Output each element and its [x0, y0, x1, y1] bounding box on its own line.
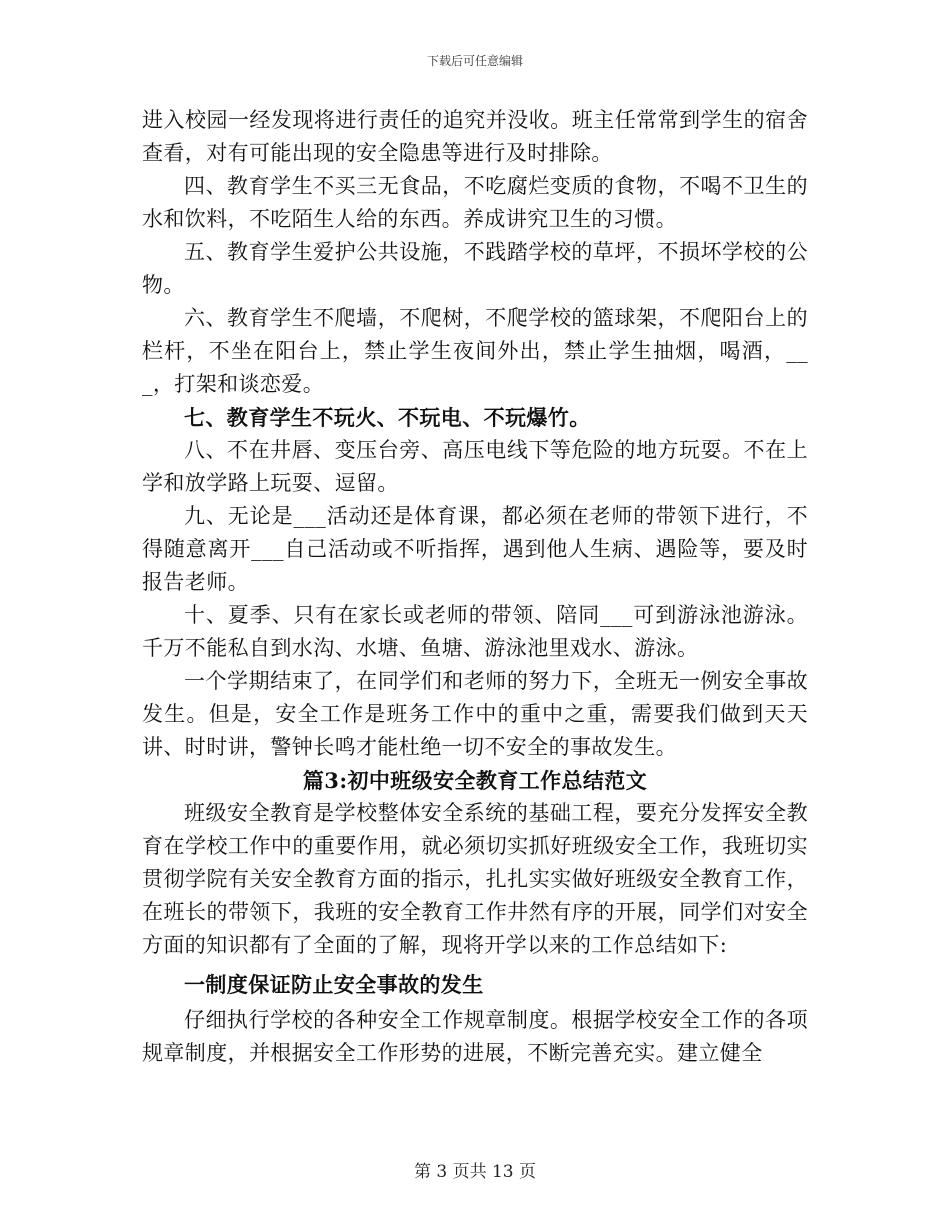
page-number: 第 3 页共 13 页 [413, 1162, 537, 1182]
paragraph-conclusion: 一个学期结束了，在同学们和老师的努力下，全班无一例安全事故发生。但是，安全工作是班务工作中的重中之重，需要我们做到天天讲、时时讲，警钟长鸣才能杜绝一切不安全的事故发生。 [142, 669, 808, 759]
paragraph-item-5: 五、教育学生爱护公共设施，不践踏学校的草坪，不损坏学校的公物。 [142, 240, 808, 297]
paragraph-item-10: 十、夏季、只有在家长或老师的带领、陪同___可到游泳池游泳。千万不能私自到水沟、水塘、鱼塘、游泳池里戏水、游泳。 [142, 603, 808, 660]
paragraph-item-8: 八、不在井唇、变压台旁、高压电线下等危险的地方玩耍。不在上学和放学路上玩耍、逗留。 [142, 438, 808, 495]
section-title: 篇3:初中班级安全教育工作总结范文 [302, 768, 648, 793]
paragraph-continuation: 进入校园一经发现将进行责任的追究并没收。班主任常常到学生的宿舍查看，对有可能出现的安全隐患等进行及时排除。 [142, 108, 808, 165]
paragraph-item-9: 九、无论是___活动还是体育课，都必须在老师的带领下进行，不得随意离开___自己活动或不听指挥，遇到他人生病、遇险等，要及时报告老师。 [142, 504, 808, 594]
paragraph-intro: 班级安全教育是学校整体安全系统的基础工程，要充分发挥安全教育在学校工作中的重要作用，就必须切实抓好班级安全工作，我班切实贯彻学院有关安全教育方面的指示，扎扎实实做好班级安全教育工作，在班长的带领下，我班的安全教育工作井然有序的开展，同学们对安全方面的知识都有了全面的了解，现将开学以来的工作总结如下: [142, 801, 808, 957]
paragraph-item-4: 四、教育学生不买三无食品，不吃腐烂变质的食物，不喝不卫生的水和饮料，不吃陌生人给的东西。养成讲究卫生的习惯。 [142, 174, 808, 231]
paragraph-item-7: 七、教育学生不玩火、不玩电、不玩爆竹。 [184, 405, 591, 430]
paragraph-rules: 仔细执行学校的各种安全工作规章制度。根据学校安全工作的各项规章制度，并根据安全工作形势的进展，不断完善充实。建立健全 [142, 1008, 808, 1065]
subheading: 一制度保证防止安全事故的发生 [184, 972, 484, 997]
paragraph-item-6: 六、教育学生不爬墙，不爬树，不爬学校的篮球架，不爬阳台上的栏杆，不坐在阳台上，禁止学生夜间外出，禁止学生抽烟，喝酒，___，打架和谈恋爱。 [142, 306, 808, 396]
header-note: 下载后可任意编辑 [426, 54, 523, 68]
document-body [142, 104, 808, 1070]
